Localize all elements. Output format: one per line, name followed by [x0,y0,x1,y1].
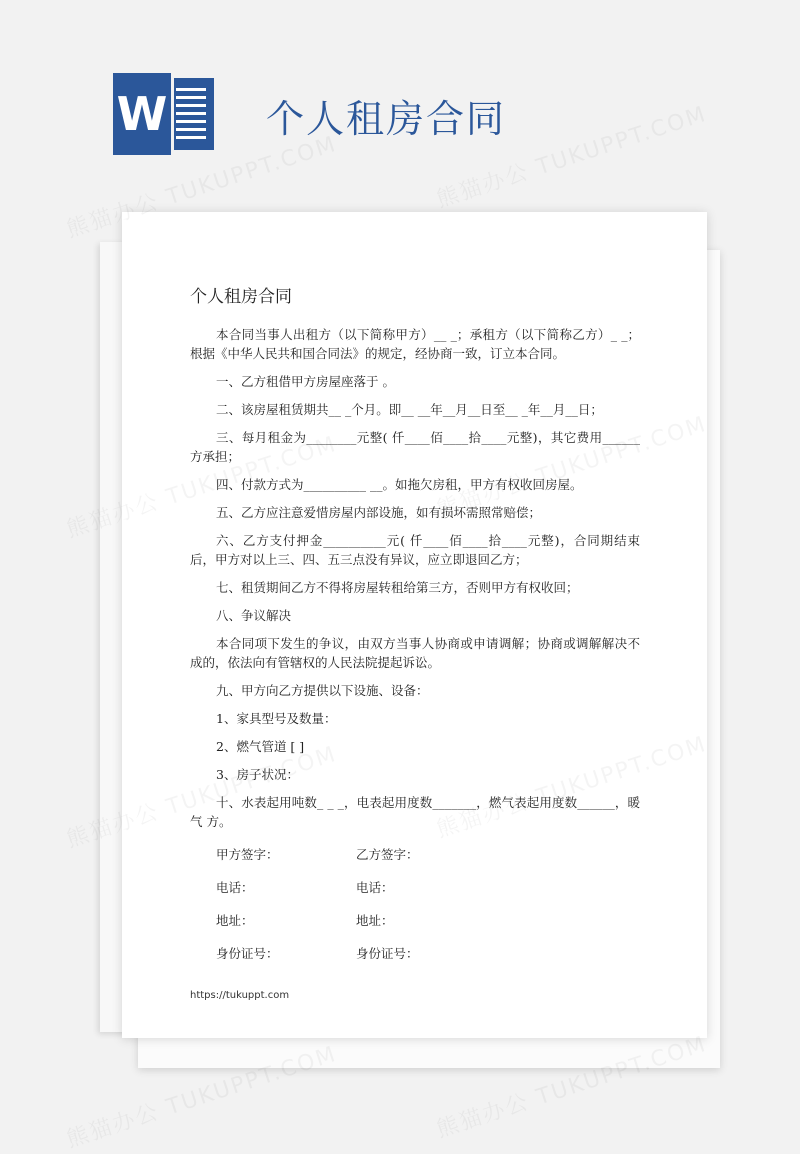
party-a-phone-label: 电话： [216,880,254,895]
header [110,70,710,160]
signature-row [216,845,640,864]
clause-9: 九、甲方向乙方提供以下设施、设备： [216,683,429,698]
clause-2: 二、该房屋租赁期共__ _个月。即__ __年__月__日至__ _年__月__日； [216,402,603,417]
clause-9-item-3: 3、房子状况： [216,767,299,782]
word-icon-letter: W [110,70,174,158]
word-icon-lines [168,78,214,150]
party-a-id-label: 身份证号： [216,946,279,961]
clause-10: 十、水表起用吨数_ _ _，电表起用度数_______，燃气表起用度数______，暖气 方。 [190,795,640,829]
id-row [216,944,640,963]
clause-intro: 本合同当事人出租方（以下简称甲方）__ _；承租方（以下简称乙方）_ _；根据《中华人民共和国合同法》的规定，经协商一致，订立本合同。 [190,327,640,361]
party-b-phone-label: 电话： [356,880,394,895]
clause-5: 五、乙方应注意爱惜房屋内部设施，如有损坏需照常赔偿； [216,505,542,520]
phone-row [216,878,640,897]
clause-8-body: 本合同项下发生的争议，由双方当事人协商或申请调解；协商或调解解决不成的，依法向有管辖权的人民法院提起诉讼。 [190,636,640,670]
party-b-address-label: 地址： [356,913,394,928]
address-row [216,911,640,930]
clause-1: 一、乙方租借甲方房屋座落于 。 [216,374,395,389]
party-b-signature-label: 乙方签字： [356,847,419,862]
header-title: 个人租房合同 [266,97,507,141]
document-page [122,212,707,1038]
clause-9-item-2: 2、燃气管道 [ ] [216,739,305,754]
clause-8: 八、争议解决 [216,608,292,623]
word-document-icon [110,70,214,158]
document-title: 个人租房合同 [190,287,292,307]
clause-6: 六、乙方支付押金__________元( 仟____佰____拾____元整)，合同期结束后，甲方对以上三、四、五三点没有异议，应立即退回乙方； [190,533,640,567]
clause-7: 七、租赁期间乙方不得将房屋转租给第三方，否则甲方有权收回； [216,580,579,595]
footer-link[interactable]: https://tukuppt.com [190,990,290,1001]
party-b-id-label: 身份证号： [356,946,419,961]
clause-3: 三、每月租金为________元整( 仟____佰____拾____元整)，其它费用______方承担； [190,430,640,464]
clause-9-item-1: 1、家具型号及数量： [216,711,337,726]
clause-4: 四、付款方式为__________ __。如拖欠房租，甲方有权收回房屋。 [216,477,583,492]
document-content [190,282,640,973]
party-a-address-label: 地址： [216,913,254,928]
party-a-signature-label: 甲方签字： [216,847,279,862]
